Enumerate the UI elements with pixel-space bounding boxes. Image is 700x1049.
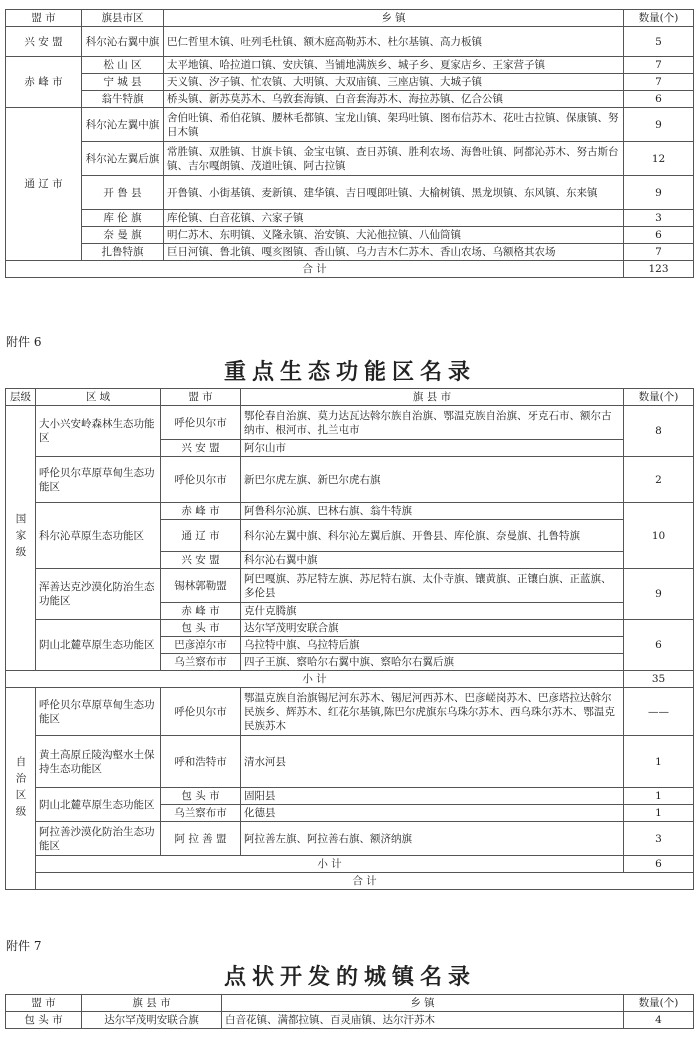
meng-cell: 锡林郭勒盟 [161,569,241,603]
qixian-cell: 克什克腾旗 [241,603,624,620]
qixian-cell: 阿尔山市 [241,440,624,457]
table-row [6,108,694,142]
area-cell: 阿拉善沙漠化防治生态功能区 [36,822,161,856]
meng-cell: 兴 安 盟 [161,440,241,457]
total-value: 123 [624,261,694,278]
table-row [6,503,694,520]
subtotal-label: 小 计 [36,856,624,873]
qixian-cell: 乌拉特中旗、乌拉特后旗 [241,637,624,654]
qixian-cell: 达尔罕茂明安联合旗 [241,620,624,637]
count-cell: 9 [624,176,694,210]
table-row [6,569,694,603]
meng-cell: 兴 安 盟 [161,552,241,569]
xiangzhen-cell: 明仁苏木、东明镇、义隆永镇、治安镇、大沁他拉镇、八仙筒镇 [164,227,624,244]
qixian-cell: 新巴尔虎左旗、新巴尔虎右旗 [241,457,624,503]
meng-cell: 赤 峰 市 [161,503,241,520]
qixian-cell: 鄂伦春自治旗、莫力达瓦达斡尔族自治旗、鄂温克族自治旗、牙克石市、额尔古纳市、根河市、扎兰屯市 [241,406,624,440]
subtotal-value: 6 [624,856,694,873]
table-row [6,210,694,227]
meng-cell: 通 辽 市 [6,108,82,261]
count-cell: 9 [624,108,694,142]
subtotal-label: 小 计 [6,671,624,688]
area-cell: 呼伦贝尔草原草甸生态功能区 [36,688,161,736]
header-area: 区 域 [36,389,161,406]
qixian-cell: 宁 城 县 [82,74,164,91]
qixian-cell: 奈 曼 旗 [82,227,164,244]
qixian-cell: 科尔沁左翼后旗 [82,142,164,176]
qixian-cell: 库 伦 旗 [82,210,164,227]
header-qixian: 旗县市区 [82,10,164,27]
area-cell: 呼伦贝尔草原草甸生态功能区 [36,457,161,503]
qixian-cell: 阿巴嘎旗、苏尼特左旗、苏尼特右旗、太仆寺旗、镶黄旗、正镶白旗、正蓝旗、多伦县 [241,569,624,603]
table-row [6,57,694,74]
meng-cell: 包 头 市 [161,620,241,637]
area-cell: 阴山北麓草原生态功能区 [36,620,161,671]
count-cell: 1 [624,805,694,822]
qixian-cell: 科尔沁左翼中旗、科尔沁左翼后旗、开鲁县、库伦旗、奈曼旗、扎鲁特旗 [241,520,624,552]
header-level: 层级 [6,389,36,406]
attachment-label: 附件 6 [6,335,42,349]
table-row [6,1012,694,1029]
qixian-cell: 阿拉善左旗、阿拉善右旗、额济纳旗 [241,822,624,856]
meng-cell: 乌兰察布市 [161,805,241,822]
section-title: 点状开发的城镇名录 [223,965,476,990]
subtotal-value: 35 [624,671,694,688]
qixian-cell: 达尔罕茂明安联合旗 [82,1012,222,1029]
count-cell: —— [624,688,694,736]
level-national: 国家级 [6,406,36,671]
count-cell: 9 [624,569,694,620]
meng-cell: 通 辽 市 [161,520,241,552]
area-cell: 阴山北麓草原生态功能区 [36,788,161,822]
qixian-cell: 扎鲁特旗 [82,244,164,261]
meng-cell: 呼伦贝尔市 [161,457,241,503]
town-table [5,994,694,1029]
xiangzhen-cell: 开鲁镇、小街基镇、麦新镇、建华镇、吉日嘎郎吐镇、大榆树镇、黑龙坝镇、东风镇、东来镇 [164,176,624,210]
meng-cell: 呼伦贝尔市 [161,406,241,440]
xiangzhen-cell: 太平地镇、哈拉道口镇、安庆镇、当铺地满族乡、城子乡、夏家店乡、王家营子镇 [164,57,624,74]
total-label: 合 计 [36,873,694,890]
count-cell: 8 [624,406,694,457]
qixian-cell: 松 山 区 [82,57,164,74]
table-row [6,406,694,440]
meng-cell: 呼和浩特市 [161,736,241,788]
count-cell: 1 [624,736,694,788]
qixian-cell: 科尔沁右翼中旗 [82,27,164,57]
table-row [6,176,694,210]
meng-cell: 赤 峰 市 [6,57,82,108]
table-row [6,142,694,176]
count-cell: 3 [624,822,694,856]
header-meng: 盟 市 [6,10,82,27]
header-meng: 盟 市 [161,389,241,406]
eco-zone-table [5,388,694,890]
section-title: 重点生态功能区名录 [223,360,476,385]
table-row [6,457,694,503]
header-qixian: 旗 县 市 [82,995,222,1012]
area-cell: 黄土高原丘陵沟壑水土保持生态功能区 [36,736,161,788]
table-row [6,688,694,736]
meng-cell: 巴彦淖尔市 [161,637,241,654]
count-cell: 7 [624,57,694,74]
count-cell: 2 [624,457,694,503]
count-cell: 6 [624,620,694,671]
meng-cell: 包 头 市 [6,1012,82,1029]
table-row [6,736,694,788]
count-cell: 5 [624,27,694,57]
qixian-cell: 开 鲁 县 [82,176,164,210]
qixian-cell: 翁牛特旗 [82,91,164,108]
table-row [6,620,694,637]
meng-cell: 赤 峰 市 [161,603,241,620]
count-cell: 7 [624,74,694,91]
count-cell: 10 [624,503,694,569]
table-row [6,91,694,108]
header-count: 数量(个) [624,995,694,1012]
table-row [6,27,694,57]
qixian-cell: 固阳县 [241,788,624,805]
qixian-cell: 科尔沁左翼中旗 [82,108,164,142]
xiangzhen-cell: 常胜镇、双胜镇、甘旗卡镇、金宝屯镇、查日苏镇、胜利农场、海鲁吐镇、阿都沁苏木、努古斯台镇、吉尔嘎朗镇、茂道吐镇、阿古拉镇 [164,142,624,176]
qixian-cell: 清水河县 [241,736,624,788]
count-cell: 7 [624,244,694,261]
table-row [6,788,694,805]
count-cell: 6 [624,91,694,108]
area-cell: 大小兴安岭森林生态功能区 [36,406,161,457]
qixian-cell: 阿鲁科尔沁旗、巴林右旗、翁牛特旗 [241,503,624,520]
header-count: 数量(个) [624,10,694,27]
meng-cell: 包 头 市 [161,788,241,805]
qixian-cell: 鄂温克族自治旗锡尼河东苏木、锡尼河西苏木、巴彦嵯岗苏木、巴彦塔拉达斡尔民族乡、辉苏木、红花尔基镇,陈巴尔虎旗东乌珠尔苏木、西乌珠尔苏木、鄂温克民族苏木 [241,688,624,736]
area-cell: 科尔沁草原生态功能区 [36,503,161,569]
total-label: 合 计 [6,261,624,278]
xiangzhen-cell: 白音花镇、满都拉镇、百灵庙镇、达尔汗苏木 [222,1012,624,1029]
header-count: 数量(个) [624,389,694,406]
table-row [6,227,694,244]
table-row [6,74,694,91]
xiangzhen-cell: 巴仁哲里木镇、吐列毛杜镇、额木庭高勒苏木、杜尔基镇、高力板镇 [164,27,624,57]
header-qixian: 旗 县 市 [241,389,624,406]
count-cell: 3 [624,210,694,227]
xiangzhen-cell: 桥头镇、新苏莫苏木、乌敦套海镇、白音套海苏木、海拉苏镇、亿合公镇 [164,91,624,108]
xiangzhen-cell: 天义镇、汐子镇、忙农镇、大明镇、大双庙镇、三座店镇、大城子镇 [164,74,624,91]
meng-cell: 兴 安 盟 [6,27,82,57]
subtotal-row [6,856,694,873]
count-cell: 12 [624,142,694,176]
township-table [5,9,694,278]
meng-cell: 乌兰察布市 [161,654,241,671]
meng-cell: 呼伦贝尔市 [161,688,241,736]
header-xiangzhen: 乡 镇 [164,10,624,27]
header-xiangzhen: 乡 镇 [222,995,624,1012]
meng-cell: 阿 拉 善 盟 [161,822,241,856]
subtotal-row [6,671,694,688]
count-cell: 1 [624,788,694,805]
total-row [6,261,694,278]
xiangzhen-cell: 舍伯吐镇、希伯花镇、腰林毛都镇、宝龙山镇、架玛吐镇、图布信苏木、花吐古拉镇、保康镇、努日木镇 [164,108,624,142]
qixian-cell: 化德县 [241,805,624,822]
xiangzhen-cell: 巨日河镇、鲁北镇、嘎亥图镇、香山镇、乌力吉木仁苏木、香山农场、乌额格其农场 [164,244,624,261]
count-cell: 4 [624,1012,694,1029]
count-cell: 6 [624,227,694,244]
area-cell: 浑善达克沙漠化防治生态功能区 [36,569,161,620]
table-row [6,244,694,261]
attachment-label: 附件 7 [6,939,42,953]
table-row [6,822,694,856]
qixian-cell: 科尔沁右翼中旗 [241,552,624,569]
total-row [6,873,694,890]
level-regional: 自治区级 [6,688,36,890]
xiangzhen-cell: 库伦镇、白音花镇、六家子镇 [164,210,624,227]
header-meng: 盟 市 [6,995,82,1012]
qixian-cell: 四子王旗、察哈尔右翼中旗、察哈尔右翼后旗 [241,654,624,671]
